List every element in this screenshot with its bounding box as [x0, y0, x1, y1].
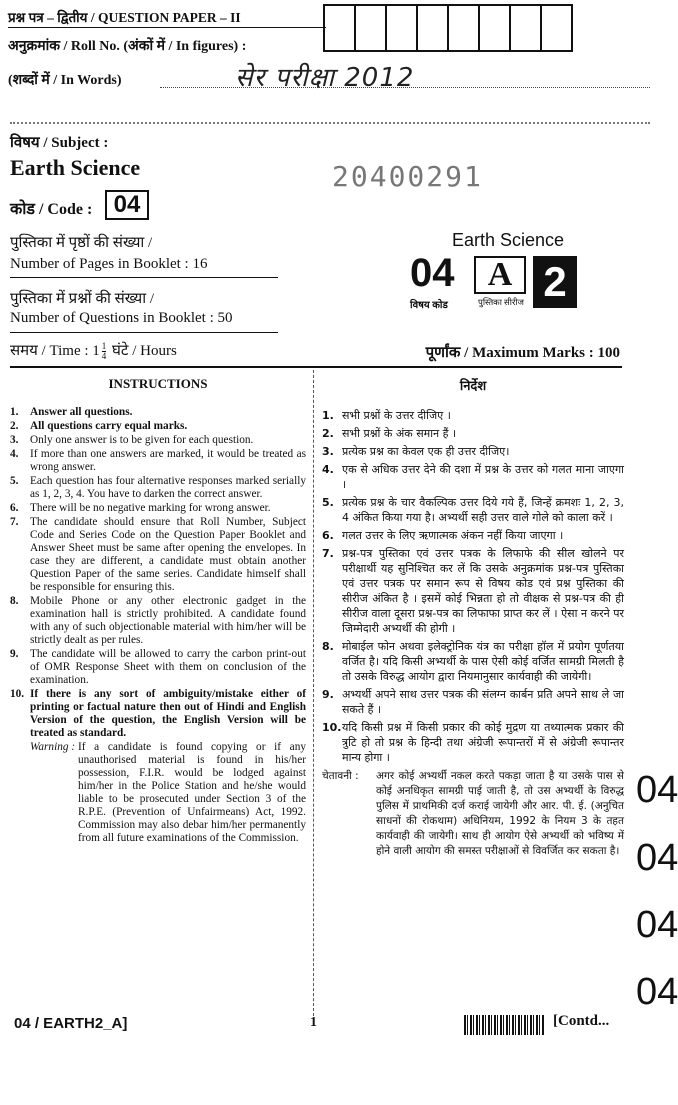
time-fraction-numerator: 1: [101, 341, 107, 352]
hindi-instruction-item-number: 5.: [322, 496, 334, 509]
booklet-series-caption: पुस्तिका सीरीज: [478, 297, 524, 307]
instruction-item-number: 1.: [10, 406, 19, 418]
margin-bleed-code: 04: [636, 904, 678, 946]
hindi-instruction-item-number: 9.: [322, 688, 334, 701]
hindi-instruction-item-text: एक से अधिक उत्तर देने की दशा में प्रश्न के उत्तर को गलत माना जाएगा ।: [342, 463, 624, 491]
maximum-marks: पूर्णांक / Maximum Marks : 100: [425, 345, 620, 361]
instruction-item-number: 10.: [10, 688, 25, 700]
instruction-item-text: Answer all questions.: [30, 406, 133, 418]
margin-bleed-code: 04: [636, 971, 678, 1013]
hindi-instruction-item-text: अभ्यर्थी अपने साथ उत्तर पत्रक की संलग्न कार्बन प्रति अपने साथ ले जा सकते हैं ।: [342, 688, 624, 716]
instruction-item-text: If there is any sort of ambiguity/mistake either of printing or factual nature then out of Hindi and English Version of the question, the English Version will be treated as standard.: [30, 688, 306, 739]
hindi-instruction-item-number: 2.: [322, 427, 334, 440]
time-allowed: [10, 340, 177, 361]
instruction-item-number: 3.: [10, 434, 19, 446]
hindi-warning-label: चेतावनी :: [322, 770, 359, 782]
hindi-instruction-item-number: 1.: [322, 409, 334, 422]
questions-rule: [10, 332, 278, 333]
roll-digit-box: [509, 4, 542, 52]
hindi-instructions-list: [322, 408, 624, 765]
roll-digit-box: [478, 4, 511, 52]
roll-words-label: (शब्दों में / In Words): [8, 73, 122, 88]
instruction-item-text: If more than one answers are marked, it would be treated as wrong answer.: [30, 448, 306, 473]
continued-label: [Contd...: [553, 1013, 610, 1029]
roll-digit-box: [323, 4, 356, 52]
margin-bleed-code: 04: [636, 837, 678, 879]
pages-label-hindi: पुस्तिका में पृष्ठों की संख्या /: [10, 235, 153, 251]
footer-paper-code: 04 / EARTH2_A]: [14, 1015, 128, 1032]
instructions-title: INSTRUCTIONS: [108, 376, 208, 391]
handwritten-roll-words: सेर परीक्षा 2012: [235, 63, 415, 93]
instruction-item: [10, 688, 306, 740]
english-warning: [10, 741, 306, 845]
instruction-item: [10, 448, 306, 474]
instruction-item: [10, 406, 306, 419]
hindi-instruction-item: [322, 462, 624, 492]
instruction-item-number: 2.: [10, 420, 19, 432]
hindi-instructions: [322, 376, 624, 859]
hindi-instruction-item: [322, 546, 624, 636]
hindi-instruction-item: [322, 426, 624, 441]
instruction-item-text: There will be no negative marking for wrong answer.: [30, 502, 271, 514]
hindi-instruction-item: [322, 639, 624, 684]
time-prefix: समय / Time : 1: [10, 343, 100, 359]
hindi-instruction-item-text: प्रश्न-पत्र पुस्तिका एवं उत्तर पत्रक के लिफाफे की सील खोलने पर परीक्षार्थी यह सुनिश्चित कर लें कि उसके अनुक्रमांक प्रश्न-पत्र पुस्तिका एवं उत्तर पत्रक पर समान रूप से विषय कोड एवं प्रश्न पुस्तिका की सीरीज अंकित है । इसमें कोई भिन्नता हो तो वीक्षक से प्रश्न-पत्र की ही सीरीज वाला दूसरा प्रश्न-पत्र का लिफाफा प्राप्त कर लें । ऐसा न करने पर जिम्मेदारी अभ्यर्थी की होगी ।: [342, 547, 624, 635]
hindi-warning: [322, 769, 624, 859]
hindi-instruction-item: [322, 687, 624, 717]
code-label: कोड / Code :: [10, 201, 93, 218]
instruction-item-number: 9.: [10, 648, 19, 660]
hindi-instruction-item-text: गलत उत्तर के लिए ऋणात्मक अंकन नहीं किया जाएगा ।: [342, 529, 564, 542]
instruction-item-text: Only one answer is to be given for each question.: [30, 434, 254, 446]
footer-barcode: [464, 1015, 544, 1035]
margin-bleed-code: 04: [636, 769, 678, 811]
english-warning-text: If a candidate is found copying or if any unauthorised material is found in his/her possession, F.I.R. would be lodged against him/her in the Police Station and he/she would liable to be prosecuted under Section 3 of the R.P.E. (Prevention of Unfairmeans) Act, 1992. Commission may also debar him/her permanently from all future examinations of the Commission.: [78, 741, 306, 844]
roll-digit-box: [354, 4, 387, 52]
pages-rule: [10, 277, 278, 278]
booklet-series-box: A: [474, 256, 526, 294]
pages-label-english: Number of Pages in Booklet : 16: [10, 256, 208, 272]
roll-number-label: अनुक्रमांक / Roll No. (अंकों में / In figures) :: [8, 39, 247, 54]
hindi-instruction-item-number: 8.: [322, 640, 334, 653]
time-fraction-denominator: 4: [101, 351, 107, 362]
instruction-item-text: The candidate should ensure that Roll Number, Subject Code and Series Code on the Question Paper Booklet and Answer Sheet must be same after opening the envelopes. In case they are different, a candidate must obtain another Question Paper of the same series. Candidate himself shall be responsible for ensuring this.: [30, 516, 306, 593]
hindi-instruction-item-text: मोबाईल फोन अथवा इलेक्ट्रोनिक यंत्र का परीक्षा हॉल में प्रयोग पूर्णतया वर्जित है। यदि किसी अभ्यर्थी के पास ऐसी कोई वर्जित सामग्री मिलती है तो उसके विरुद्ध आयोग द्वारा नियमानुसार कार्यवाही की जायेगी।: [342, 640, 624, 683]
questions-label-hindi: पुस्तिका में प्रश्नों की संख्या /: [10, 291, 155, 307]
time-fraction: [102, 342, 107, 361]
column-divider: [313, 370, 314, 1026]
hindi-instruction-item-text: प्रत्येक प्रश्न का केवल एक ही उत्तर दीजिए।: [342, 445, 510, 458]
paper-number-box: 2: [533, 256, 577, 308]
instruction-item-number: 4.: [10, 448, 19, 460]
hindi-instruction-item: [322, 408, 624, 423]
time-suffix: घंटे / Hours: [112, 343, 177, 359]
hindi-instruction-item-number: 7.: [322, 547, 334, 560]
roll-digit-box: [385, 4, 418, 52]
subject-name: Earth Science: [10, 155, 141, 180]
roll-number-boxes: [325, 4, 573, 52]
english-instructions-list: [10, 406, 306, 740]
series-subject-name: Earth Science: [452, 230, 565, 250]
booklet-number: 20400291: [332, 160, 483, 193]
instruction-item-text: The candidate will be allowed to carry the carbon print-out of OMR Response Sheet with them on conclusion of the examination.: [30, 648, 306, 686]
hindi-instruction-item-text: सभी प्रश्नों के उत्तर दीजिए ।: [342, 409, 451, 422]
hindi-warning-text: अगर कोई अभ्यर्थी नकल करते पकड़ा जाता है या उसके पास से कोई अनधिकृत सामग्री पाई जाती है, तो उस अभ्यर्थी के विरुद्ध पुलिस में प्राथमिकी दर्ज कराई जायेगी और आर. पी. ई. (अनुचित साधनों की रोकथाम) अधिनियम, 1992 के नियम 3 के तहत कार्यवाही की जायेगी। साथ ही आयोग ऐसे अभ्यर्थी को भविष्य में होने वाली आयोग की समस्त परीक्षाओं से विवर्जित कर सकता है।: [376, 770, 624, 857]
question-paper-label: प्रश्न पत्र – द्वितीय / QUESTION PAPER – II: [8, 8, 326, 28]
hindi-instruction-item: [322, 444, 624, 459]
hindi-instruction-item-number: 10.: [322, 721, 342, 734]
instruction-item-text: Mobile Phone or any other electronic gadget in the examination hall is strictly prohibited. A candidate found with any of such objectionable material with him/her will be strictly dealt as per rules.: [30, 595, 306, 646]
hindi-instructions-title: निर्देश: [459, 378, 487, 393]
instruction-item: [10, 475, 306, 501]
instruction-item: [10, 516, 306, 594]
subject-code-box: 04: [105, 190, 149, 220]
roll-digit-box: [447, 4, 480, 52]
instruction-item-number: 8.: [10, 595, 19, 607]
instruction-item: [10, 595, 306, 647]
questions-label-english: Number of Questions in Booklet : 50: [10, 310, 233, 326]
instruction-item-text: Each question has four alternative responses marked serially as 1, 2, 3, 4. You have to darken the correct answer.: [30, 475, 306, 500]
hindi-instruction-item: [322, 720, 624, 765]
instructions-top-rule: [10, 366, 622, 368]
instruction-item: [10, 648, 306, 687]
instruction-item: [10, 502, 306, 515]
hindi-instruction-item: [322, 528, 624, 543]
instruction-item: [10, 420, 306, 433]
instruction-item-number: 6.: [10, 502, 19, 514]
subject-code-caption: विषय कोड: [410, 300, 448, 311]
hindi-instruction-item-text: प्रत्येक प्रश्न के चार वैकल्पिक उत्तर दिये गये हैं, जिन्हें क्रमशः 1, 2, 3, 4 अंकित किया गया है। अभ्यर्थी सही उत्तर वाले गोले को काला करें ।: [342, 496, 624, 524]
instruction-item-text: All questions carry equal marks.: [30, 420, 188, 432]
series-subject-code: 04: [410, 251, 455, 295]
instruction-item-number: 7.: [10, 516, 19, 528]
page-number: 1: [310, 1015, 317, 1030]
hindi-instruction-item-text: सभी प्रश्नों के अंक समान हैं ।: [342, 427, 457, 440]
hindi-instruction-item-number: 3.: [322, 445, 334, 458]
subject-label: विषय / Subject :: [10, 135, 109, 151]
instruction-item: [10, 434, 306, 447]
english-warning-label: Warning :: [30, 741, 76, 753]
roll-digit-box: [416, 4, 449, 52]
instruction-item-number: 5.: [10, 475, 19, 487]
roll-digit-box: [540, 4, 573, 52]
english-instructions: [10, 376, 306, 845]
hindi-instruction-item: [322, 495, 624, 525]
hindi-instruction-item-text: यदि किसी प्रश्न में किसी प्रकार की कोई मुद्रण या तथ्यात्मक प्रकार की त्रुटि हो तो प्रश्न के हिन्दी तथा अंग्रेजी रूपान्तरों में से अंग्रेजी रूपान्तर मान्य होगा ।: [342, 721, 624, 764]
hindi-instruction-item-number: 6.: [322, 529, 334, 542]
hindi-instruction-item-number: 4.: [322, 463, 334, 476]
header-separator: [10, 122, 650, 124]
